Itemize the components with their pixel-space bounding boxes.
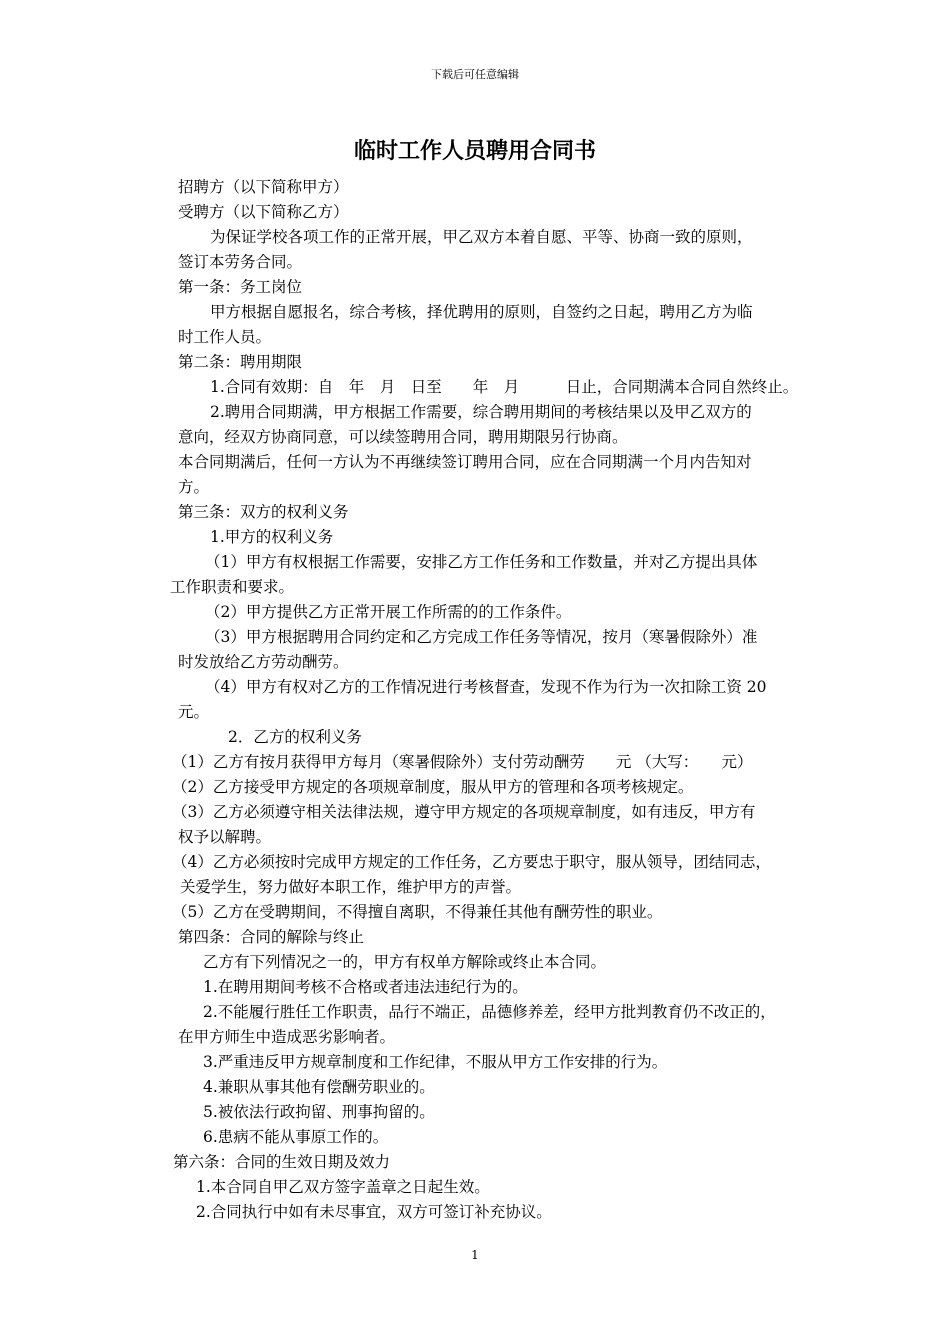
- text-line: 2.不能履行胜任工作职责，品行不端正，品德修养差，经甲方批判教育仍不改正的，: [203, 1003, 776, 1021]
- page-number: 1: [471, 1248, 479, 1262]
- text-line: 招聘方（以下简称甲方）: [178, 178, 349, 196]
- section-heading: 第四条：合同的解除与终止: [178, 928, 365, 946]
- text-line: 2．乙方的权利义务: [228, 728, 362, 746]
- text-line: 在甲方师生中造成恶劣影响者。: [178, 1028, 396, 1046]
- text-line: 权予以解聘。: [178, 828, 272, 846]
- text-line: 2.合同执行中如有未尽事宜，双方可签订补充协议。: [196, 1203, 552, 1221]
- section-heading: 第六条：合同的生效日期及效力: [173, 1153, 391, 1171]
- text-line: （1）乙方有按月获得甲方每月（寒暑假除外）支付劳动酬劳 元 （大写： 元）: [172, 753, 753, 771]
- text-line: 关爱学生，努力做好本职工作，维护甲方的声誉。: [180, 878, 522, 896]
- text-line: 工作职责和要求。: [170, 578, 295, 596]
- text-line: 签订本劳务合同。: [178, 253, 303, 271]
- text-line: （4）甲方有权对乙方的工作情况进行考核督查，发现不作为行为一次扣除工资 20: [205, 678, 767, 696]
- text-line: 2.聘用合同期满，甲方根据工作需要，综合聘用期间的考核结果以及甲乙双方的: [210, 403, 752, 421]
- text-line: （1）甲方有权根据工作需要，安排乙方工作任务和工作数量，并对乙方提出具体: [205, 553, 758, 571]
- text-line: 1.甲方的权利义务: [210, 528, 334, 546]
- page-header: 下载后可任意编辑: [431, 68, 519, 81]
- text-line: （3）甲方根据聘用合同约定和乙方完成工作任务等情况，按月（寒暑假除外）准: [205, 628, 758, 646]
- text-line: （2）乙方接受甲方规定的各项规章制度，服从甲方的管理和各项考核规定。: [172, 778, 694, 796]
- text-line: 乙方有下列情况之一的，甲方有权单方解除或终止本合同。: [203, 953, 607, 971]
- text-line: （5）乙方在受聘期间，不得擅自离职，不得兼任其他有酬劳性的职业。: [172, 903, 663, 921]
- text-line: （2）甲方提供乙方正常开展工作所需的的工作条件。: [205, 603, 572, 621]
- text-line: 元。: [178, 703, 210, 721]
- text-line: 时工作人员。: [178, 328, 272, 346]
- text-line: 5.被依法行政拘留、刑事拘留的。: [203, 1103, 435, 1121]
- section-heading: 第三条：双方的权利义务: [178, 503, 349, 521]
- text-line: 1.合同有效期：自 年 月 日至 年 月 日止，合同期满本合同自然终止。: [210, 378, 799, 396]
- document-title: 临时工作人员聘用合同书: [353, 139, 596, 164]
- text-line: 3.严重违反甲方规章制度和工作纪律，不服从甲方工作安排的行为。: [203, 1053, 668, 1071]
- text-line: 意向，经双方协商同意，可以续签聘用合同，聘用期限另行协商。: [178, 428, 628, 446]
- text-line: （3）乙方必须遵守相关法律法规，遵守甲方规定的各项规章制度，如有违反，甲方有: [172, 803, 756, 821]
- text-line: 方。: [178, 478, 210, 496]
- text-line: 本合同期满后，任何一方认为不再继续签订聘用合同，应在合同期满一个月内告知对: [178, 453, 752, 471]
- text-line: 受聘方（以下简称乙方）: [178, 203, 349, 221]
- text-line: 时发放给乙方劳动酬劳。: [178, 653, 349, 671]
- text-line: 1.本合同自甲乙双方签字盖章之日起生效。: [196, 1178, 490, 1196]
- text-line: （4）乙方必须按时完成甲方规定的工作任务，乙方要忠于职守，服从领导，团结同志，: [172, 853, 771, 871]
- text-line: 为保证学校各项工作的正常开展，甲乙双方本着自愿、平等、协商一致的原则，: [210, 228, 753, 246]
- text-line: 1.在聘用期间考核不合格或者违法违纪行为的。: [203, 978, 528, 996]
- text-line: 6.患病不能从事原工作的。: [203, 1128, 389, 1146]
- text-line: 甲方根据自愿报名，综合考核，择优聘用的原则，自签约之日起，聘用乙方为临: [210, 303, 753, 321]
- section-heading: 第二条：聘用期限: [178, 353, 303, 371]
- section-heading: 第一条：务工岗位: [178, 278, 303, 296]
- text-line: 4.兼职从事其他有偿酬劳职业的。: [203, 1078, 435, 1096]
